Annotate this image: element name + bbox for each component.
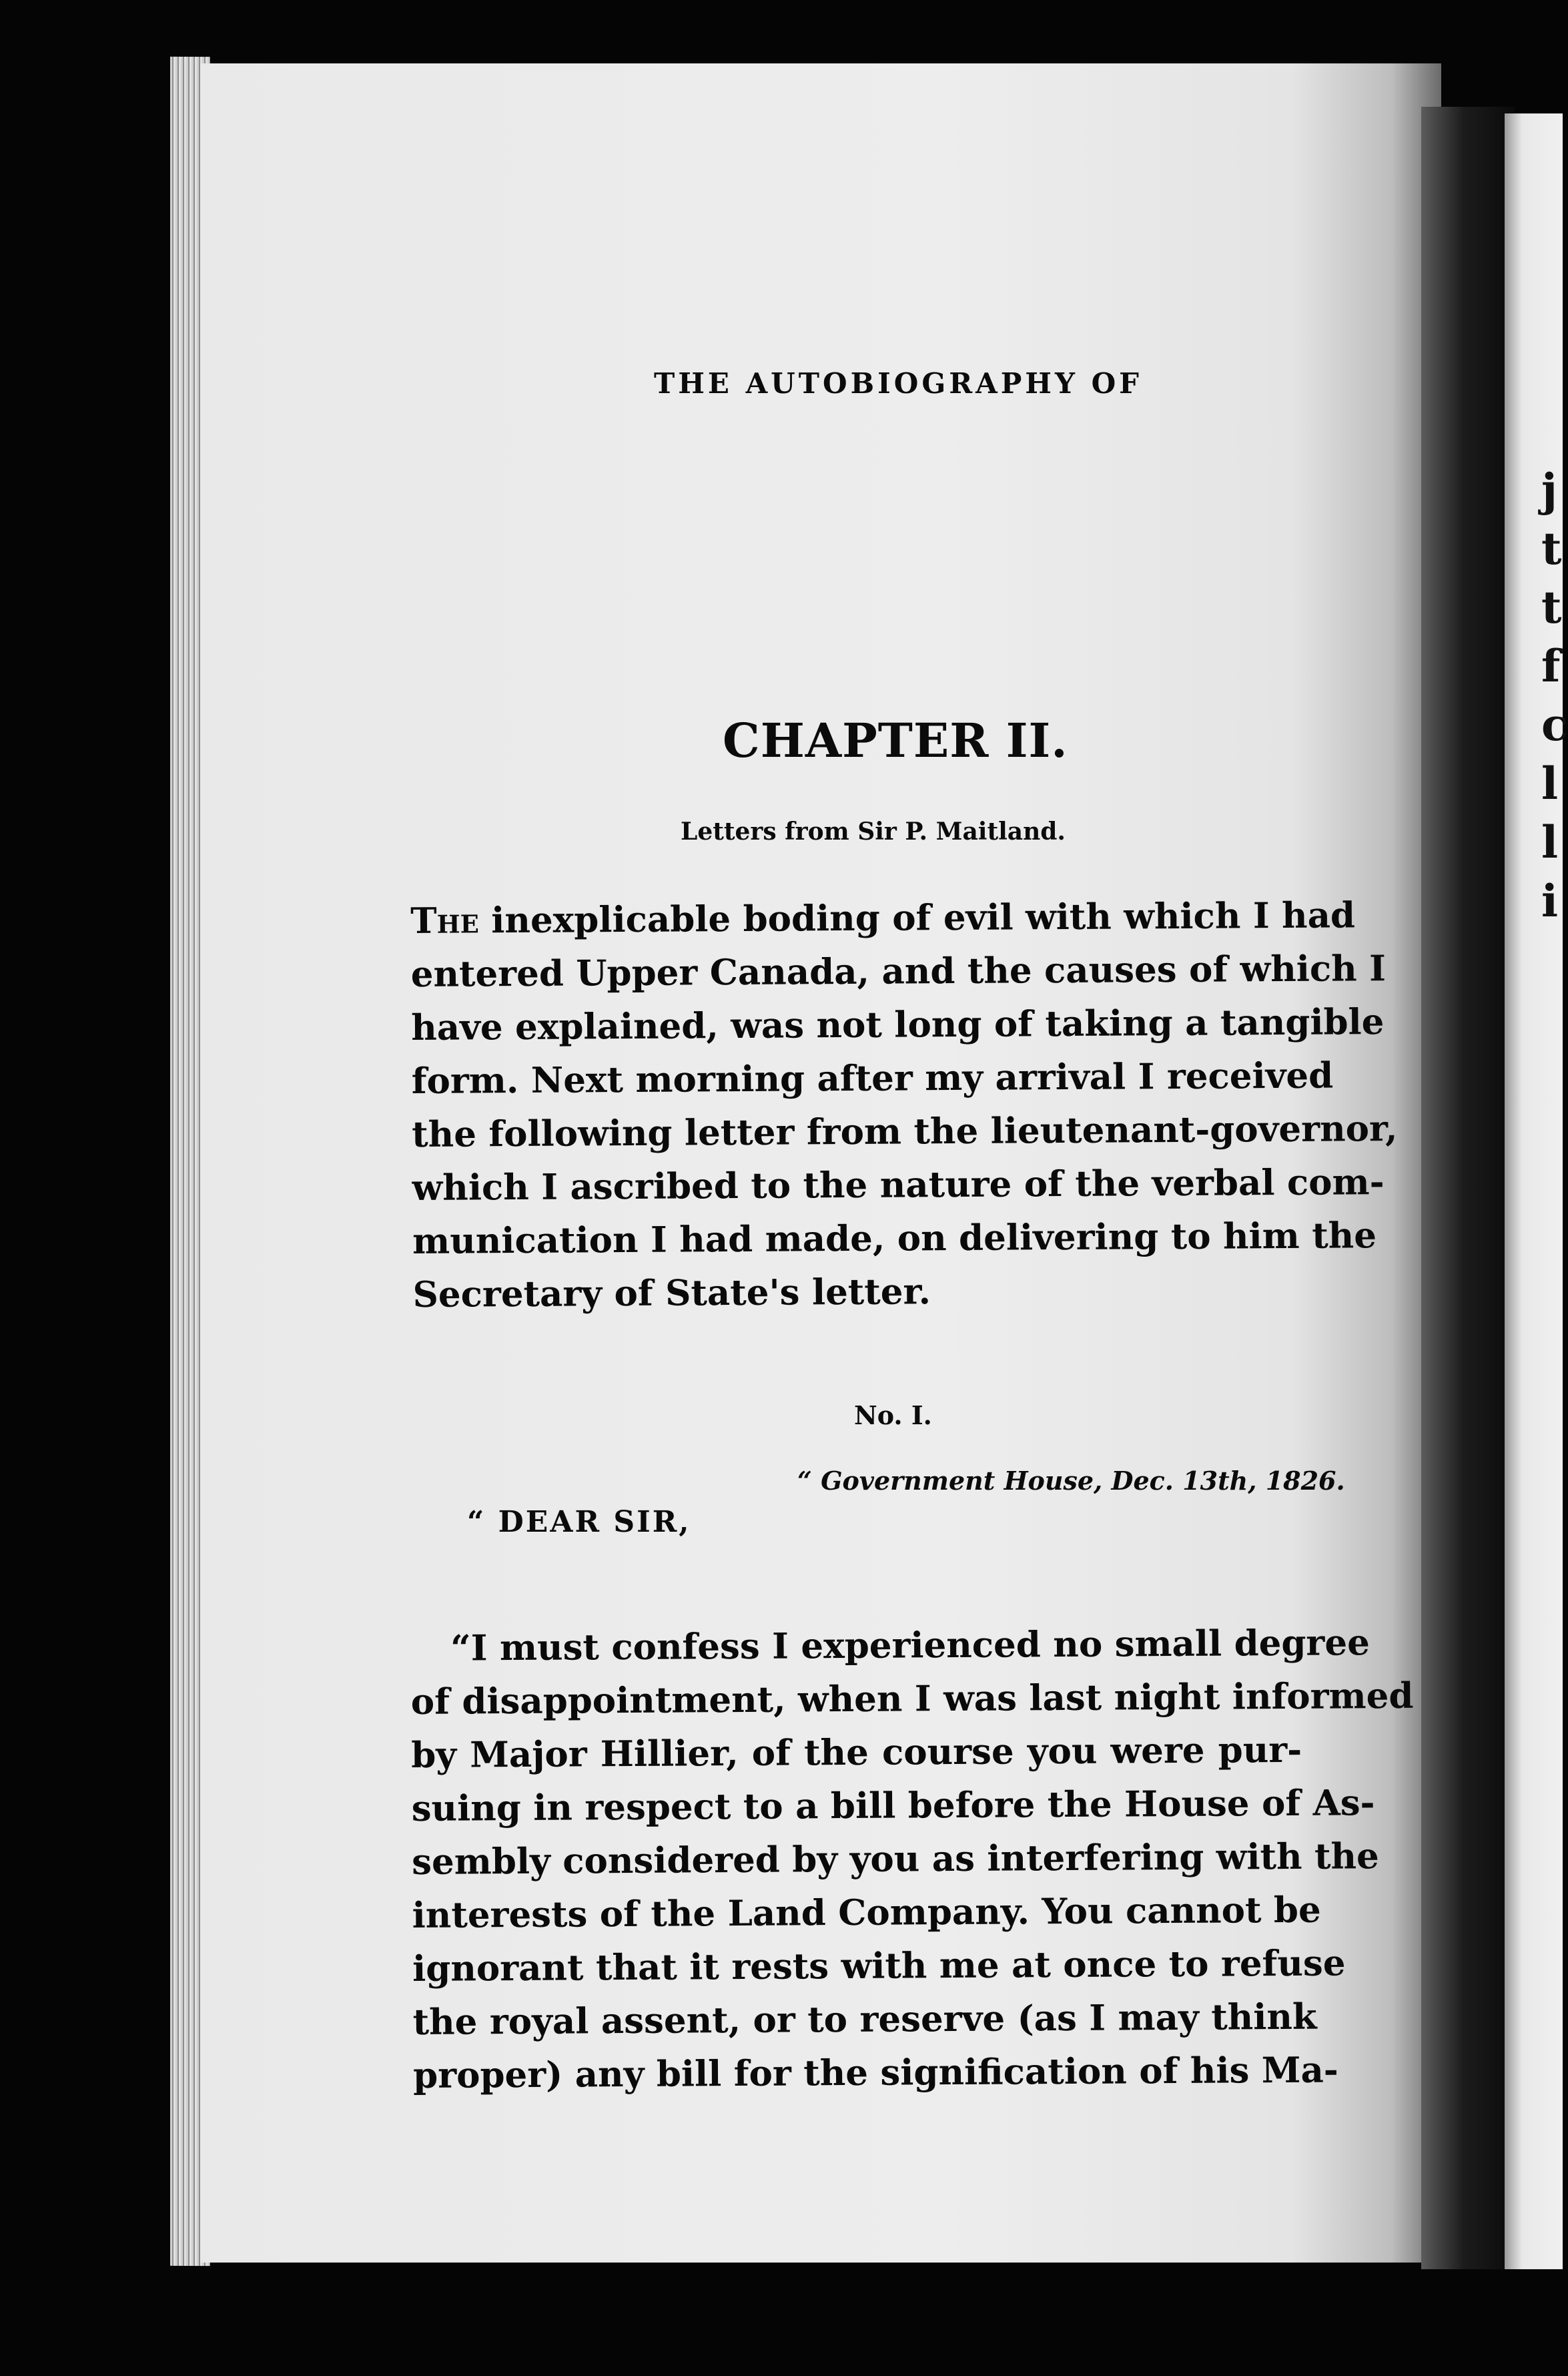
text-line: entered Upper Canada, and the causes of which I [410,948,1387,995]
adjacent-letter: t [1541,581,1562,633]
adjacent-letter: c [1541,699,1568,751]
adjacent-letter: j [1541,464,1557,516]
text-line: ignorant that it rests with me at once to refuse [412,1942,1346,1990]
adjacent-page [1505,113,1568,2269]
text-line: Secretary of State's letter. [412,1271,931,1315]
text-line: of disappointment, when I was last night informed [410,1675,1414,1723]
adjacent-letter: i [1541,875,1559,927]
chapter-subtitle: Letters from Sir P. Maitland. [681,818,1066,846]
text-line: the following letter from the lieutenant-governor, [412,1107,1398,1155]
text-line: sembly considered by you as interfering with the [412,1835,1379,1883]
letter-salutation: “ DEAR SIR, [467,1505,691,1539]
letter-number: No. I. [854,1400,932,1430]
adjacent-letter: l [1541,816,1559,868]
text-line: proper) any bill for the signification of his Ma- [412,2049,1338,2096]
running-head: THE AUTOBIOGRAPHY OF [654,367,1142,400]
text-line: form. Next morning after my arrival I received [411,1055,1334,1102]
text-line: by Major Hillier, of the course you were pur- [411,1729,1302,1776]
letter-dateline: “ Government House, Dec. 13th, 1826. [797,1466,1345,1496]
text-line: “I must confess I experienced no small degree [450,1622,1370,1669]
paragraph-1 [410,889,1398,1321]
chapter-title: CHAPTER II. [723,713,1068,768]
text-line [410,889,1356,948]
text-line: which I ascribed to the nature of the verbal com- [412,1161,1385,1209]
adjacent-page-letters [1541,461,1568,930]
text-line: have explained, was not long of taking a tangible [411,1001,1385,1049]
text-line: suing in respect to a bill before the House of As- [411,1782,1375,1829]
letter-body [410,1616,1414,2102]
gutter-shadow [1421,107,1515,2269]
line-text: inexplicable boding of evil with which I had [491,894,1356,942]
text-line: munication I had made, on delivering to him the [412,1215,1377,1262]
adjacent-letter: f [1541,640,1561,692]
adjacent-letter: t [1541,523,1562,575]
adjacent-letter: l [1541,758,1559,810]
text-line: the royal assent, or to reserve (as I may think [412,1996,1317,2043]
text-line: interests of the Land Company. You cannot be [412,1889,1321,1936]
lead-word: The [410,900,480,942]
